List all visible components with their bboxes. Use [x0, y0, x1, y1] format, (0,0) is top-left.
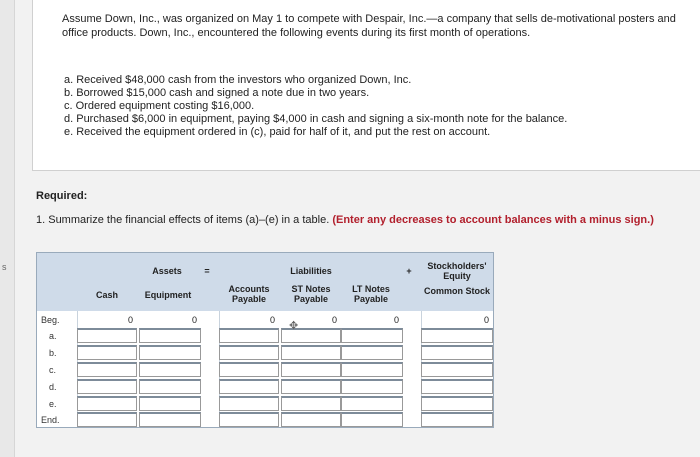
amount-input[interactable] [421, 379, 493, 394]
amount-input[interactable] [77, 328, 137, 343]
event-item: a. Received $48,000 cash from the investors who organized Down, Inc. [64, 74, 412, 86]
amount-input[interactable] [219, 412, 279, 427]
amount-input[interactable] [341, 396, 403, 411]
move-cursor-icon: ✥ [289, 320, 299, 332]
row-label: a. [49, 331, 57, 341]
amount-input[interactable] [421, 345, 493, 360]
problem-intro: Assume Down, Inc., was organized on May 1 to compete with Despair, Inc.—a company that sells de-motivational posters and office products. Down, Inc., encountered the following events during its first month of operations. [62, 13, 676, 39]
liabilities-header: Liabilities [290, 266, 332, 276]
amount-input[interactable] [219, 345, 279, 360]
se-header: Stockholders' Equity [427, 261, 487, 281]
amount-input[interactable] [219, 379, 279, 394]
amount-input[interactable] [341, 328, 403, 343]
col-header: Accounts Payable [228, 284, 270, 304]
amount-input[interactable] [219, 328, 279, 343]
amount-input[interactable] [341, 362, 403, 377]
col-header: Cash [95, 290, 118, 300]
amount-input[interactable] [341, 345, 403, 360]
amount-input[interactable] [219, 396, 279, 411]
amount-input[interactable] [421, 396, 493, 411]
event-item: d. Purchased $6,000 in equipment, paying $4,000 in cash and signing a six-month note for the balance. [64, 113, 568, 125]
amount-input[interactable] [77, 412, 137, 427]
required-instruction [36, 214, 654, 226]
event-item: e. Received the equipment ordered in (c), paid for half of it, and put the rest on account. [64, 126, 491, 138]
row-label: End. [41, 415, 60, 425]
row-label: e. [49, 399, 57, 409]
amount-input[interactable] [139, 345, 201, 360]
amount-input[interactable] [77, 345, 137, 360]
amount-input[interactable] [341, 379, 403, 394]
amount-input[interactable] [77, 362, 137, 377]
amount-input[interactable] [281, 362, 341, 377]
amount-input[interactable] [341, 412, 403, 427]
beginning-balance: 0 [393, 315, 399, 325]
amount-input[interactable] [281, 412, 341, 427]
table-header [37, 253, 493, 311]
amount-input[interactable] [281, 396, 341, 411]
amount-input[interactable] [139, 379, 201, 394]
col-header: LT Notes Payable [352, 284, 390, 304]
amount-input[interactable] [421, 412, 493, 427]
amount-input[interactable] [281, 379, 341, 394]
left-edge-marker: s [2, 262, 7, 272]
amount-input[interactable] [139, 362, 201, 377]
beginning-balance: 0 [127, 315, 133, 325]
instruction-text: 1. Summarize the financial effects of items (a)–(e) in a table. [36, 214, 330, 226]
col-header: ST Notes Payable [291, 284, 331, 304]
col-header: Equipment [144, 290, 192, 300]
required-heading: Required: [36, 190, 88, 202]
amount-input[interactable] [139, 396, 201, 411]
beginning-balance: 0 [483, 315, 489, 325]
amount-input[interactable] [219, 362, 279, 377]
event-item: b. Borrowed $15,000 cash and signed a note due in two years. [64, 87, 370, 99]
amount-input[interactable] [77, 379, 137, 394]
effects-table [36, 252, 494, 428]
beginning-balance: 0 [331, 315, 337, 325]
row-label: d. [49, 382, 57, 392]
row-label: c. [49, 365, 57, 375]
equals-sign: = [204, 266, 210, 276]
row-label: Beg. [41, 315, 60, 325]
amount-input[interactable] [139, 328, 201, 343]
beginning-balance: 0 [191, 315, 197, 325]
left-edge-panel [0, 0, 15, 457]
amount-input[interactable] [77, 396, 137, 411]
amount-input[interactable] [139, 412, 201, 427]
plus-sign: + [406, 266, 412, 276]
amount-input[interactable] [421, 328, 493, 343]
instruction-hint: (Enter any decreases to account balances with a minus sign.) [332, 214, 654, 226]
amount-input[interactable] [421, 362, 493, 377]
amount-input[interactable] [281, 345, 341, 360]
col-header: Common Stock [423, 286, 490, 296]
beginning-balance: 0 [269, 315, 275, 325]
event-item: c. Ordered equipment costing $16,000. [64, 100, 255, 112]
assets-header: Assets [152, 266, 182, 276]
row-label: b. [49, 348, 57, 358]
event-list [64, 74, 684, 139]
